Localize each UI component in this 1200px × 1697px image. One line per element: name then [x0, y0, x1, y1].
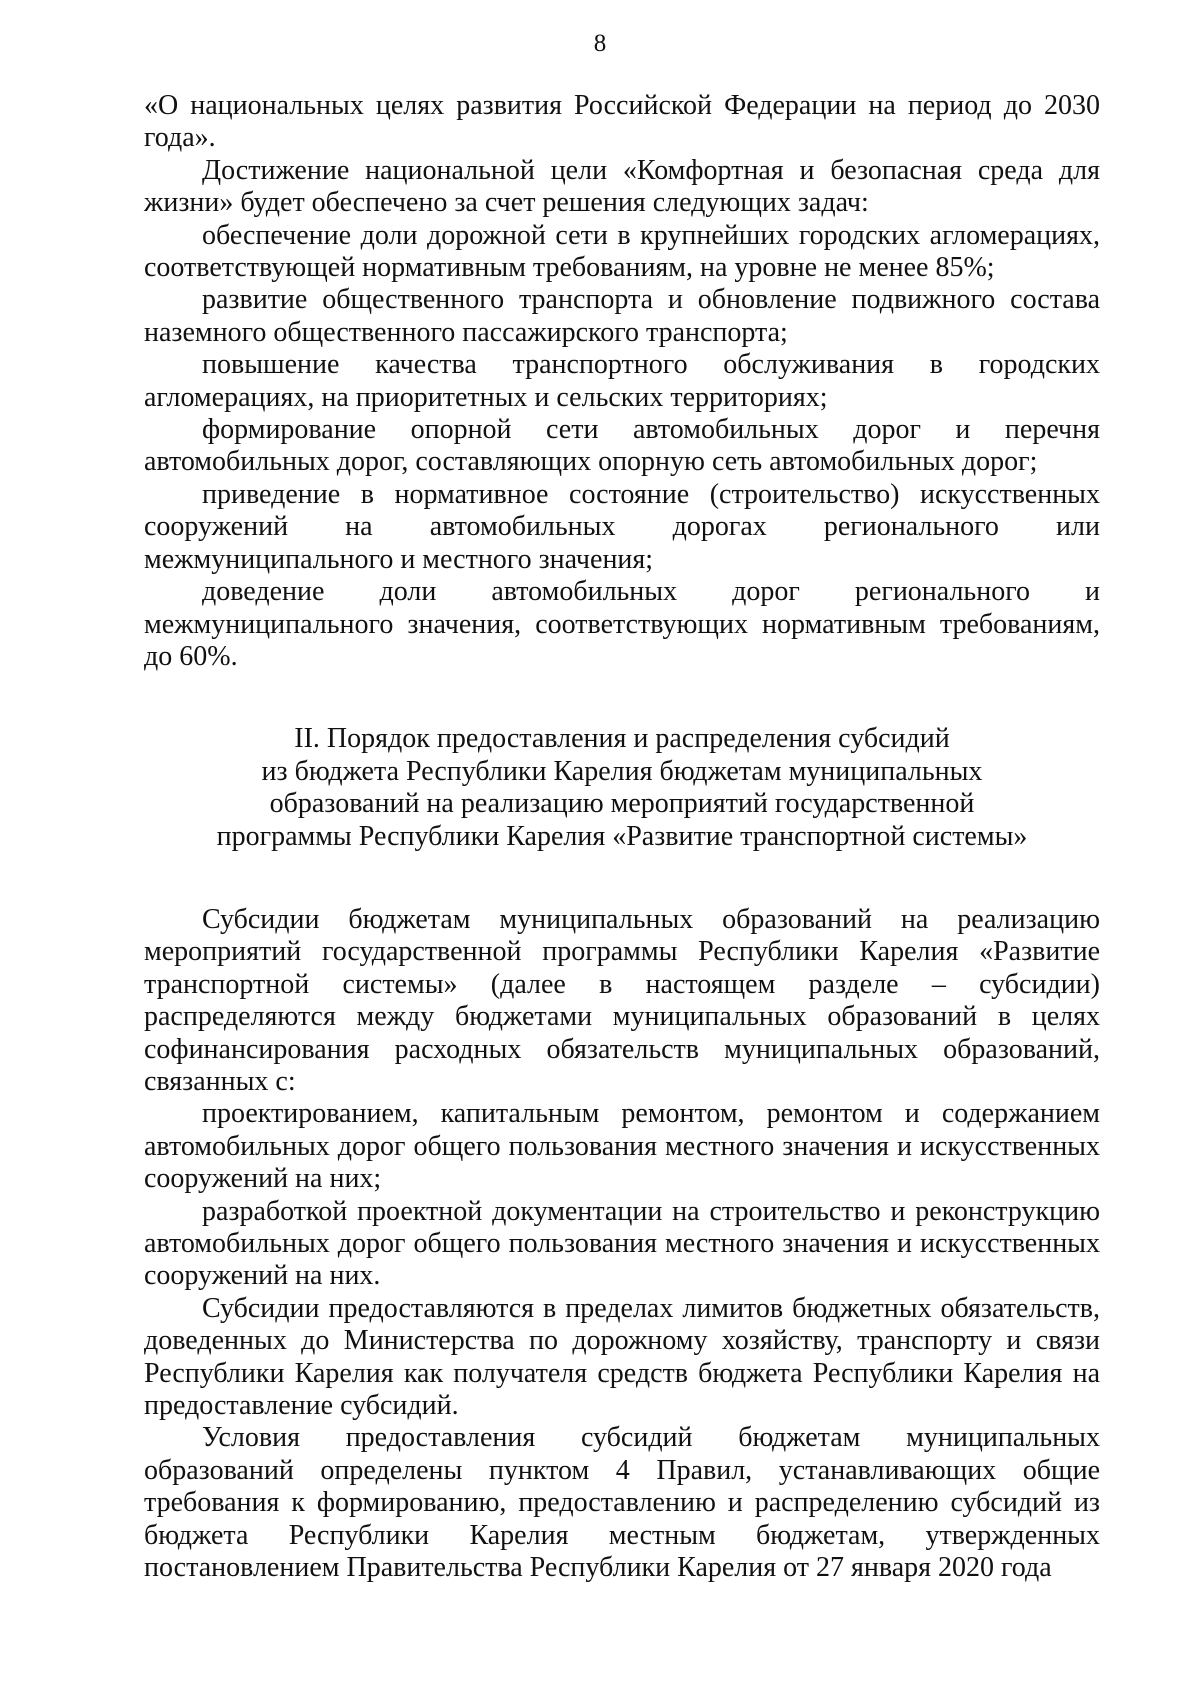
task-item: повышение качества транспортного обслуживания в городских агломерациях, на приоритетных и сельских территориях;	[144, 349, 1100, 413]
section-heading	[144, 723, 1100, 853]
section-heading-line: из бюджета Республики Карелия бюджетам муниципальных	[261, 755, 983, 787]
paragraph-continuation: «О национальных целях развития Российской Федерации на период до 2030 года».	[144, 90, 1100, 154]
section-heading-line: II. Порядок предоставления и распределения субсидий	[294, 723, 950, 755]
task-item: обеспечение доли дорожной сети в крупнейших городских агломерациях, соответствующей нормативным требованиям, на уровне не менее 85%;	[144, 219, 1100, 284]
page-number: 8	[593, 30, 607, 57]
purpose-item: разработкой проектной документации на строительство и реконструкцию автомобильных дорог общего пользования местного значения и искусственных сооружений на них.	[144, 1195, 1100, 1292]
paragraph-subsidies-conditions: Условия предоставления субсидий бюджетам муниципальных образований определены пунктом 4 Правил, устанавливающих общие требования к формированию, предоставлению и распределению субсидий из бюджета Республики Карелия местным бюджетам, утвержденных постановлением Правительства Республики Карелия от 27 января 2020 года	[144, 1422, 1100, 1584]
task-item: приведение в нормативное состояние (строительство) искусственных сооружений на автомобильных дорогах регионального или межмуниципального и местного значения;	[144, 478, 1100, 575]
task-item: развитие общественного транспорта и обновление подвижного состава наземного общественного пассажирского транспорта;	[144, 284, 1100, 348]
section-heading-line: программы Республики Карелия «Развитие транспортной системы»	[216, 820, 1028, 852]
section-heading-line: образований на реализацию мероприятий государственной	[269, 788, 975, 820]
paragraph-national-goal: Достижение национальной цели «Комфортная и безопасная среда для жизни» будет обеспечено за счет решения следующих задач:	[144, 154, 1100, 219]
document-body	[144, 90, 1100, 1584]
paragraph-subsidies-limits: Субсидии предоставляются в пределах лимитов бюджетных обязательств, доведенных до Министерства по дорожному хозяйству, транспорту и связи Республики Карелия как получателя средств бюджета Республики Карелия на предоставление субсидий.	[144, 1292, 1100, 1422]
task-item: доведение доли автомобильных дорог регионального и межмуниципального значения, соответствующих нормативным требованиям, до 60%.	[144, 576, 1100, 672]
purpose-item: проектированием, капитальным ремонтом, ремонтом и содержанием автомобильных дорог общего пользования местного значения и искусственных сооружений на них;	[144, 1098, 1100, 1195]
paragraph-subsidies-purpose: Субсидии бюджетам муниципальных образований на реализацию мероприятий государственной программы Республики Карелия «Развитие транспортной системы» (далее в настоящем разделе – субсидии) распределяются между бюджетами муниципальных образований в целях софинансирования расходных обязательств муниципальных образований, связанных с:	[144, 903, 1100, 1097]
task-item: формирование опорной сети автомобильных дорог и перечня автомобильных дорог, составляющих опорную сеть автомобильных дорог;	[144, 414, 1100, 478]
